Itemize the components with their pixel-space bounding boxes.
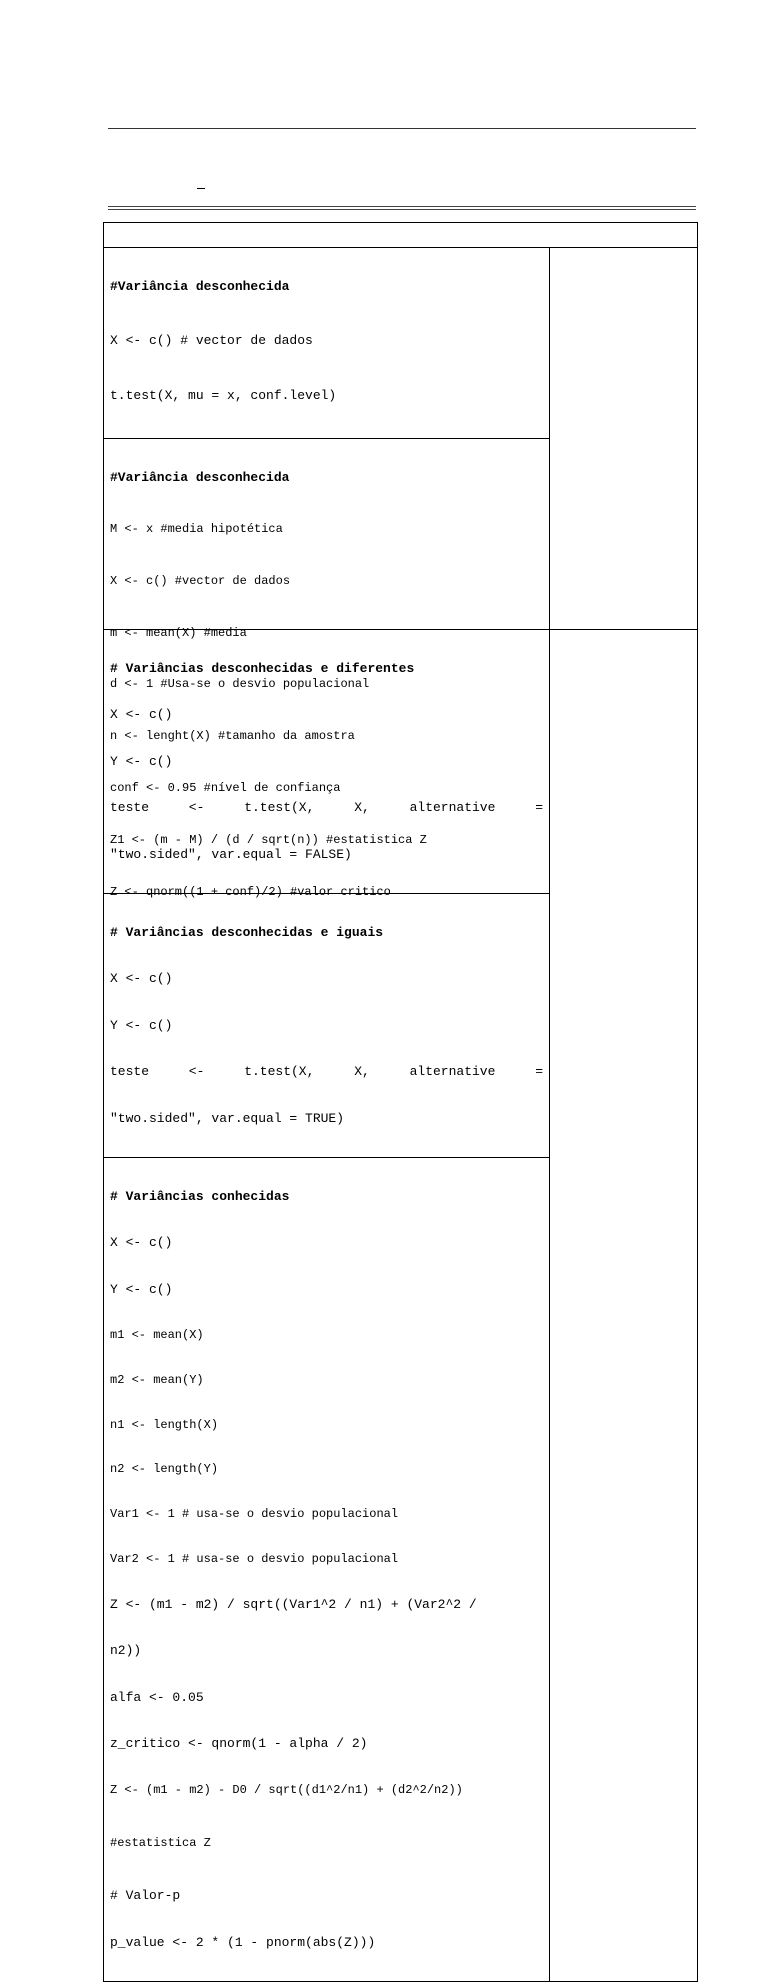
code-line: conf <- 0.95 #nível de confiança (110, 780, 341, 795)
dash-mark (197, 188, 205, 189)
code-comment: #estatistica Z (110, 1835, 211, 1850)
notes-cell-1 (550, 248, 698, 630)
code-line: m <- mean(X) #media (110, 625, 247, 640)
code-cell-section1 (104, 248, 550, 439)
table-header-row (104, 223, 698, 248)
code-line: z_critico <- qnorm(1 - alpha / 2) (110, 1736, 368, 1752)
double-rule (108, 206, 696, 210)
section3-heading: # Variâncias desconhecidas e diferentes (110, 661, 415, 676)
code-block-section1 (104, 248, 549, 438)
code-cell-section4 (104, 894, 550, 1158)
code-block-section5 (104, 1158, 549, 1981)
code-line: X <- c() (110, 1235, 173, 1250)
code-line: Y <- c() (110, 1281, 173, 1297)
code-table (103, 222, 698, 1982)
code-line: t.test(X, mu = x, conf.level) (110, 388, 337, 403)
code-line: Z <- (m1 - m2) / sqrt((Var1^2 / n1) + (Var2^2 / (110, 1596, 477, 1612)
code-line: Var2 <- 1 # usa-se o desvio populacional (110, 1551, 399, 1566)
code-block-section3 (104, 630, 549, 893)
code-line: X <- c() # vector de dados (110, 333, 313, 348)
code-line: n1 <- length(X) (110, 1417, 219, 1432)
code-line: X <- c() (110, 971, 173, 986)
code-comment: # Valor-p (110, 1888, 181, 1904)
top-rule (108, 128, 696, 129)
section1-heading: #Variância desconhecida (110, 279, 290, 294)
code-line: "two.sided", var.equal = TRUE) (110, 1110, 345, 1126)
table-row (104, 248, 698, 439)
code-cell-section3 (104, 630, 550, 894)
code-line: M <- x #media hipotética (110, 522, 283, 536)
code-line-justified: teste <- t.test(X, X, alternative = (110, 1064, 543, 1079)
notes-cell-2 (550, 630, 698, 1982)
code-line: Var1 <- 1 # usa-se o desvio populacional (110, 1507, 399, 1522)
code-line: alfa <- 0.05 (110, 1689, 204, 1705)
code-line: X <- c() (110, 707, 173, 722)
code-cell-section5 (104, 1158, 550, 1982)
code-line: n2)) (110, 1643, 142, 1659)
section2-heading: #Variância desconhecida (110, 470, 290, 485)
code-line-justified: teste <- t.test(X, X, alternative = (110, 800, 543, 815)
code-line: m2 <- mean(Y) (110, 1372, 204, 1387)
code-line: p_value <- 2 * (1 - pnorm(abs(Z))) (110, 1934, 376, 1950)
code-line: Z1 <- (m - M) / (d / sqrt(n)) #estatistica Z (110, 832, 427, 847)
code-line: n2 <- length(Y) (110, 1462, 219, 1477)
code-line: X <- c() #vector de dados (110, 573, 291, 588)
code-line: Y <- c() (110, 753, 173, 769)
code-block-section4 (104, 894, 549, 1157)
code-line: "two.sided", var.equal = FALSE) (110, 846, 352, 862)
section4-heading: # Variâncias desconhecidas e iguais (110, 925, 384, 940)
code-line: n <- lenght(X) #tamanho da amostra (110, 729, 355, 744)
code-line: Y <- c() (110, 1017, 173, 1033)
section5-heading: # Variâncias conhecidas (110, 1189, 290, 1204)
code-line: Z <- qnorm((1 + conf)/2) #valor critico (110, 884, 391, 899)
table-row (104, 630, 698, 894)
table-header-cell (104, 223, 698, 248)
code-line: m1 <- mean(X) (110, 1328, 204, 1342)
code-line: Z <- (m1 - m2) - D0 / sqrt((d1^2/n1) + (d2^2/n2)) (110, 1782, 463, 1797)
code-line: d <- 1 #Usa-se o desvio populacional (110, 677, 370, 692)
